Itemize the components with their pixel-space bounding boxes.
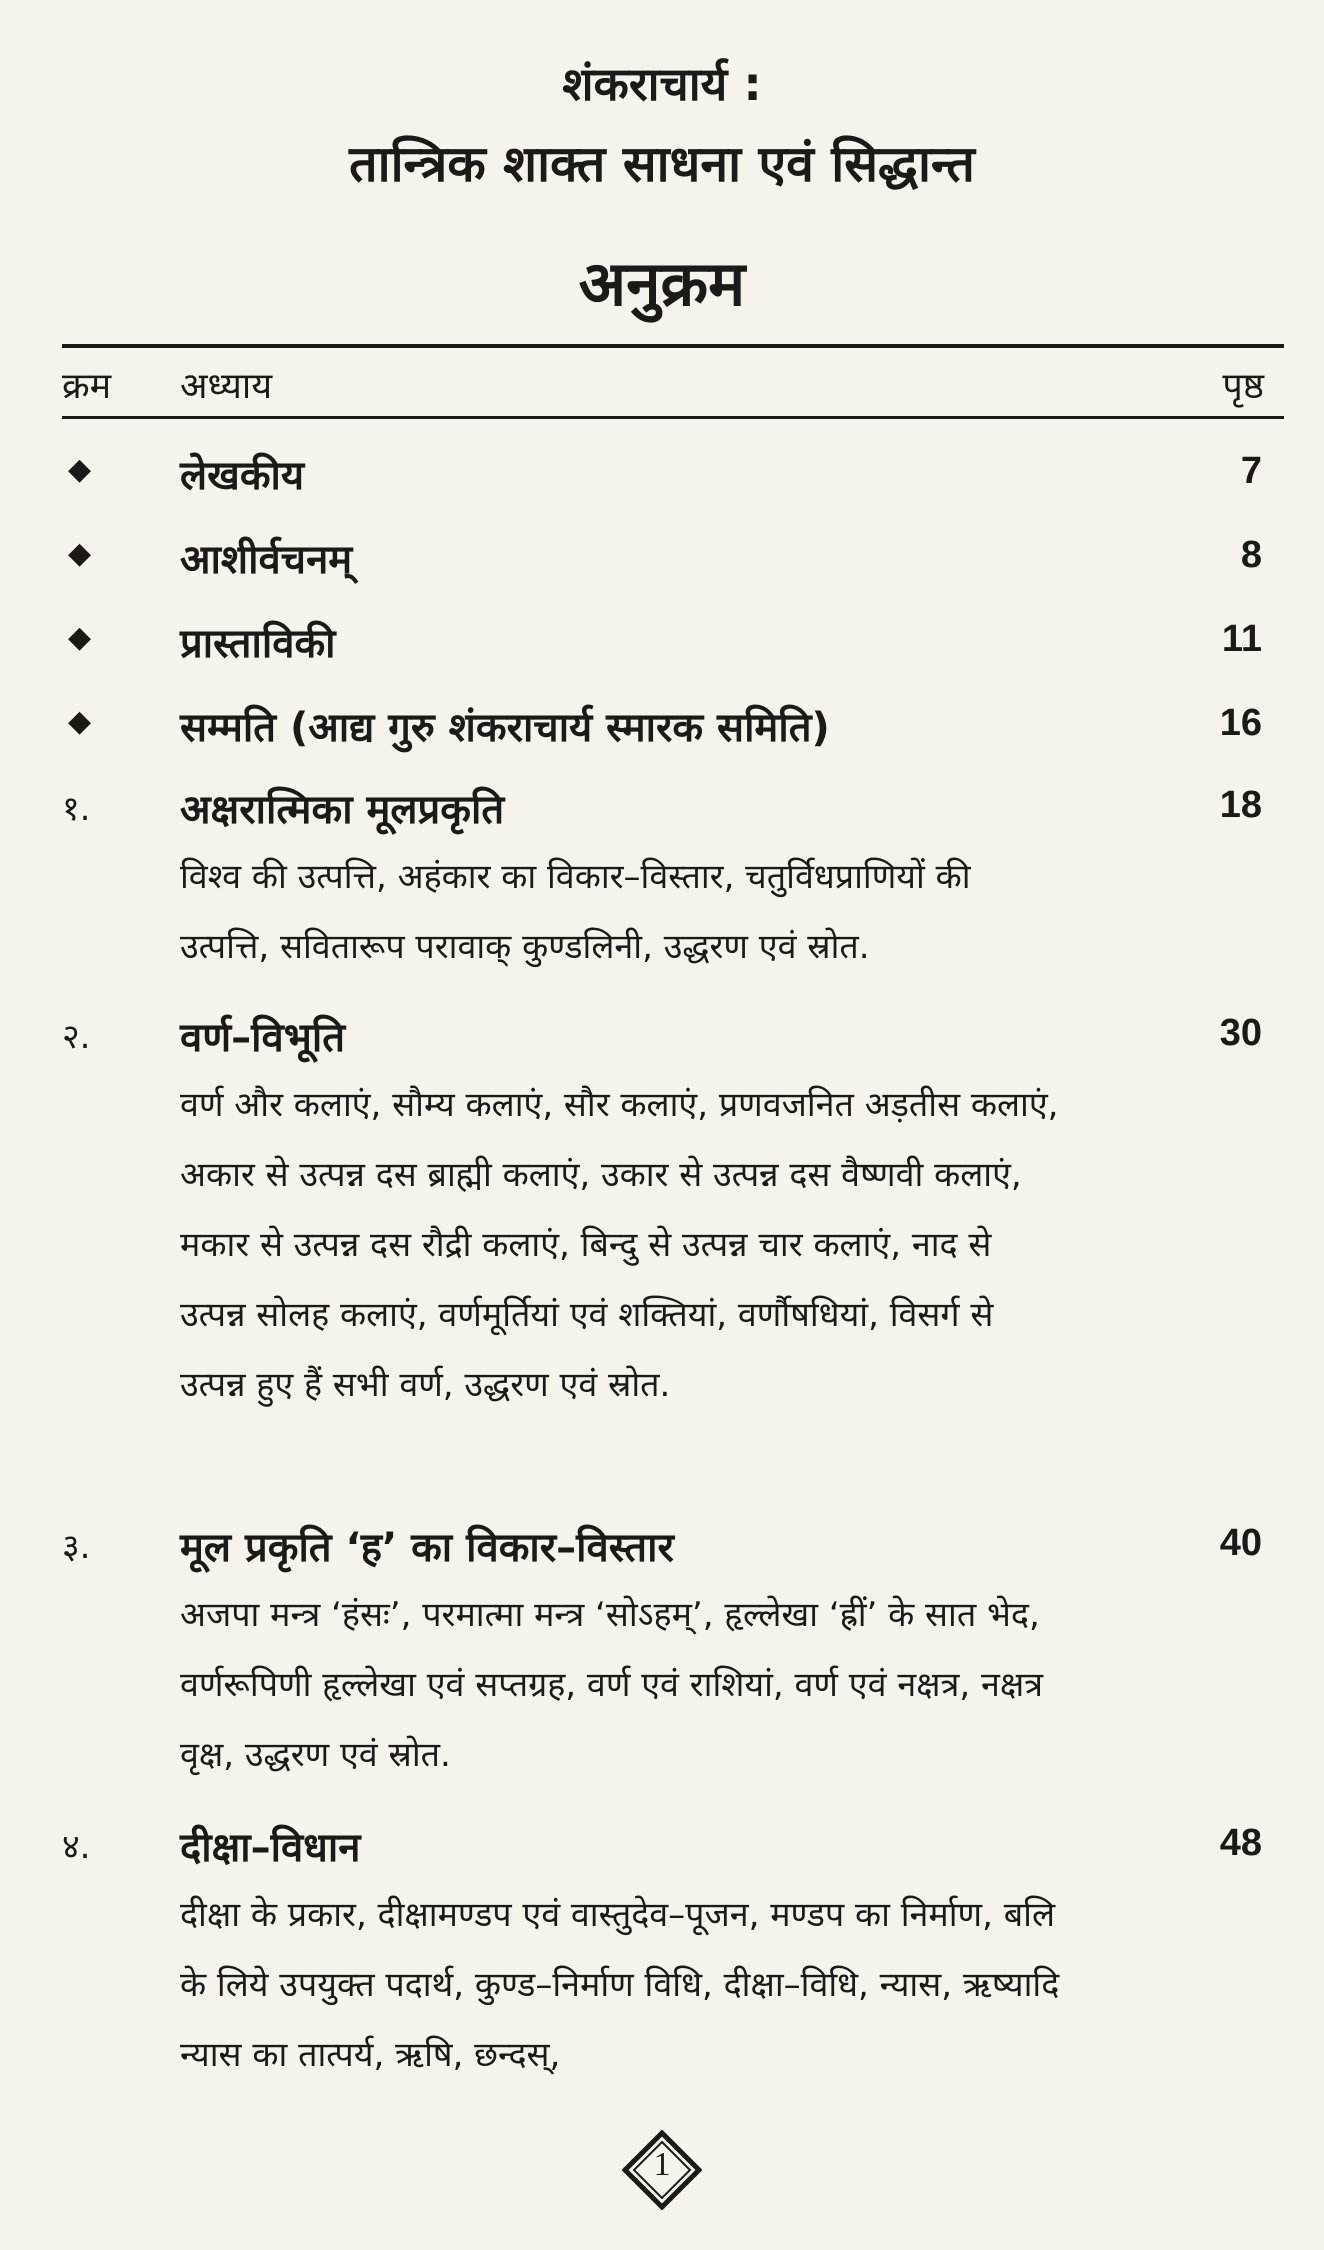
entry-description: वर्ण और कलाएं, सौम्य कलाएं, सौर कलाएं, प्रणवजनित अड़तीस कलाएं, अकार से उत्पन्न दस ब्राह्मी कलाएं, उकार से उत्पन्न दस वैष्णवी कलाएं, मकार से उत्पन्न दस रौद्री कलाएं, बिन्दु से उत्पन्न चार कलाएं, नाद से उत्पन्न सोलह कलाएं, वर्णमूर्तियां एवं शक्तियां, वर्णौषधियां, विसर्ग से उत्पन्न हुए हैं सभी वर्ण, उद्धरण एवं स्रोत. <box>180 1085 1059 1405</box>
entry-page: 8 <box>1240 534 1262 576</box>
entry-title: दीक्षा–विधान <box>180 1825 361 1871</box>
chapter-number: ३. <box>62 1527 91 1567</box>
header-rule <box>62 416 1284 419</box>
book-title-line2: तान्त्रिक शाक्त साधना एवं सिद्धान्त <box>349 135 975 193</box>
top-rule <box>62 344 1284 348</box>
entry-description: दीक्षा के प्रकार, दीक्षामण्डप एवं वास्तुदेव–पूजन, मण्डप का निर्माण, बलि के लिये उपयुक्त पदार्थ, कुण्ड–निर्माण विधि, दीक्षा–विधि, न्यास, ऋष्यादि न्यास का तात्पर्य, ऋषि, छन्दस्, <box>180 1895 1060 2075</box>
entry-title: अक्षरात्मिका मूलप्रकृति <box>180 787 505 833</box>
entry-page: 48 <box>1219 1822 1262 1864</box>
entry-title: लेखकीय <box>180 453 305 499</box>
entry-description: अजपा मन्त्र ‘हंसः’, परमात्मा मन्त्र ‘सोऽहम्’, हृल्लेखा ‘ह्रीं’ के सात भेद, वर्णरूपिणी हृल्लेखा एवं सप्तग्रह, वर्ण एवं राशियां, वर्ण एवं नक्षत्र, नक्षत्र वृक्ष, उद्धरण एवं स्रोत. <box>180 1595 1043 1775</box>
column-header-adhyay: अध्याय <box>180 366 273 407</box>
entry-page: 7 <box>1240 450 1262 492</box>
diamond-bullet-icon: ◆ <box>68 536 92 571</box>
chapter-number: १. <box>62 789 91 829</box>
page-number: 1 <box>653 2146 671 2183</box>
entry-page: 11 <box>1221 618 1262 660</box>
entry-page: 18 <box>1219 784 1262 826</box>
entry-page: 30 <box>1219 1012 1262 1054</box>
entry-page: 16 <box>1219 702 1262 744</box>
diamond-bullet-icon: ◆ <box>68 452 92 487</box>
diamond-bullet-icon: ◆ <box>68 704 92 739</box>
entry-title: प्रास्ताविकी <box>180 621 336 667</box>
entry-title: वर्ण–विभूति <box>180 1015 346 1061</box>
entry-page: 40 <box>1219 1522 1262 1564</box>
chapter-number: २. <box>62 1017 91 1057</box>
column-header-prishth: पृष्ठ <box>1222 366 1264 407</box>
contents-heading: अनुक्रम <box>578 247 746 320</box>
entry-title: आशीर्वचनम् <box>180 537 353 583</box>
chapter-number: ४. <box>62 1827 91 1867</box>
entry-title: सम्मति (आद्य गुरु शंकराचार्य स्मारक समिति) <box>180 705 830 751</box>
book-title-line1: शंकराचार्य : <box>562 57 762 111</box>
entry-description: विश्व की उत्पत्ति, अहंकार का विकार–विस्तार, चतुर्विधप्राणियों की उत्पत्ति, सवितारूप परावाक् कुण्डलिनी, उद्धरण एवं स्रोत. <box>180 857 971 967</box>
entry-title: मूल प्रकृति ‘ह’ का विकार–विस्तार <box>180 1525 674 1571</box>
column-header-kram: क्रम <box>62 366 112 407</box>
diamond-bullet-icon: ◆ <box>68 620 92 655</box>
